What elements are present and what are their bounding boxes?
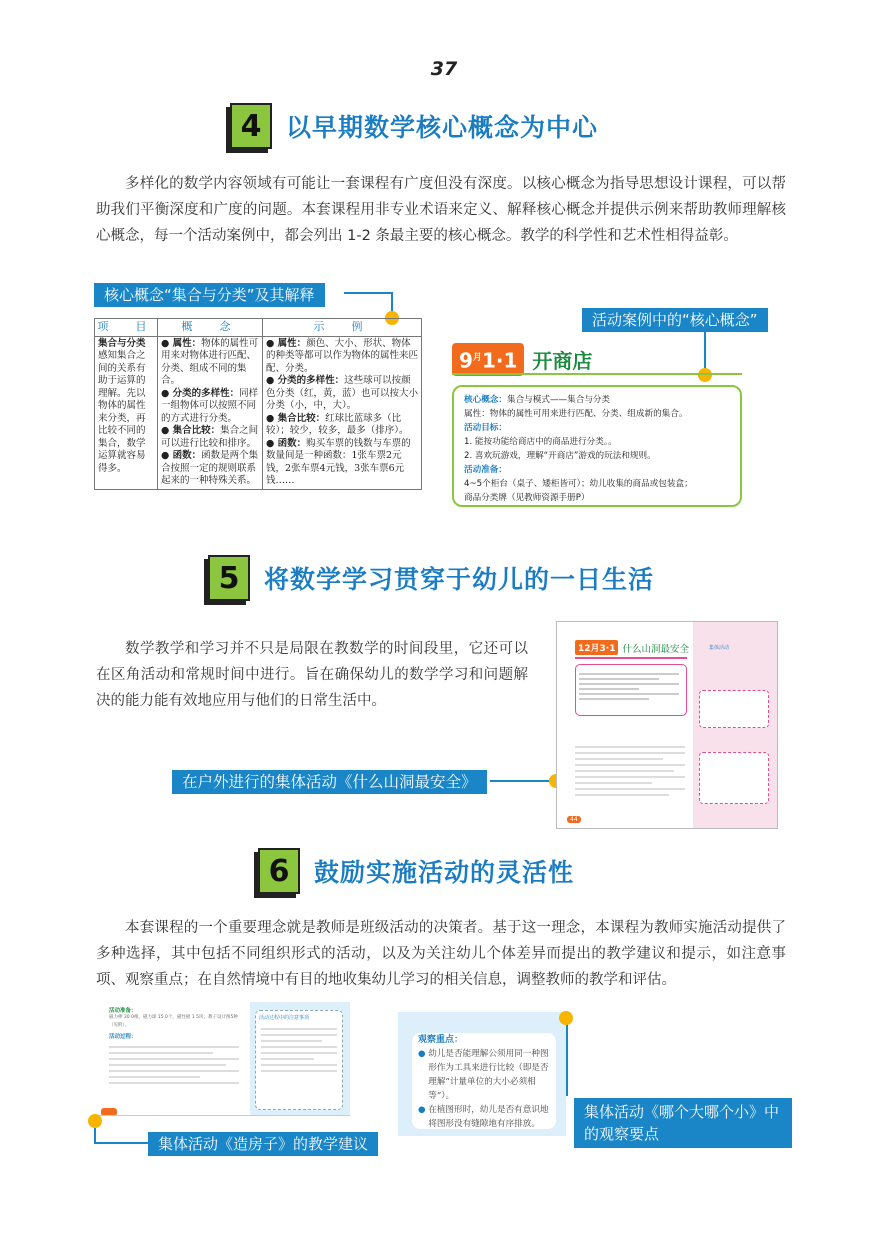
divider: [452, 373, 742, 375]
card-text: 属性：物体的属性可用来进行匹配、分类、组成新的集合。: [464, 409, 688, 419]
observation-tag: 集体活动《哪个大哪个小》中的观察要点: [574, 1098, 792, 1148]
callout-line: [94, 1142, 149, 1144]
activity-concept-tag: 活动案例中的“核心概念”: [582, 308, 768, 332]
section-number: 4: [230, 103, 272, 149]
section-number: 5: [208, 555, 250, 601]
table-cell: 感知集合之间的关系有助于运算的理解。先以物体的属性来分类，再比较不同的集合，数学运算就容易得多。: [98, 350, 146, 474]
example-value: 红球比蓝球多（比较）；较少，较多，最多（排序）。: [266, 412, 409, 436]
activity-card-header: [452, 343, 592, 376]
section-6-heading: [258, 848, 574, 894]
section-title: 以早期数学核心概念为中心: [286, 113, 599, 142]
section-5-paragraph: 数学教学和学习并不只是局限在教数学的时间段里，它还可以在区角活动和常规时间中进行。旨在确保幼儿的数学学习和问题解决的能力能有效地应用与他们的日常生活中。: [96, 641, 528, 709]
example-value: 颜色、大小、形状、物体的种类等都可以作为物体的属性来匹配、分类。: [266, 337, 419, 374]
card-text: 2. 喜欢玩游戏，理解“开商店”游戏的玩法和规则。: [464, 451, 656, 461]
callout-line: [704, 329, 706, 369]
concept-key: ● 集合比较：: [161, 425, 221, 436]
example-key: ● 集合比较：: [266, 412, 326, 424]
callout-line: [566, 1018, 568, 1096]
thumb-tip-box: [699, 752, 769, 804]
col-header: 示 例: [263, 319, 422, 337]
example-value: 购买车票的钱数与车票的数量间是一种函数：1张车票2元钱，2张车票4元钱，3张车票6元钱……: [266, 437, 411, 486]
callout-line: [344, 292, 392, 294]
concept-key: ● 属性：: [161, 337, 202, 349]
outdoor-activity-tag: 在户外进行的集体活动《什么山洞最安全》: [172, 770, 487, 794]
card-label: 活动准备：: [464, 465, 507, 475]
thumb-tip-box: [699, 690, 769, 728]
thumb-process-label: 活动过程：: [109, 1034, 137, 1040]
card-text: 4~5个柜台（桌子、矮柜皆可）；幼儿收集的商品或包装盒；: [464, 479, 693, 489]
thumb-kind: 集体活动: [708, 645, 729, 651]
concept-value: 函数是两个集合按照一定的规则联系起来的一种特殊关系。: [161, 450, 259, 486]
house-activity-tag: 集体活动《造房子》的教学建议: [148, 1132, 378, 1156]
card-text: 1. 能按功能给商店中的商品进行分类。。: [464, 437, 617, 447]
col-header: 概 念: [158, 319, 263, 337]
observation-point: 幼儿是否能理解公须用同一种图形作为工具来进行比较（即是否理解“计量单位的大小必须相等”）。: [428, 1049, 549, 1101]
observation-point: 在植图形时，幼儿是否有意识地将图形没有缝隙地有序排放。: [428, 1105, 549, 1129]
concept-value: 同样一组物体可以按照不同的方式进行分类。: [161, 387, 259, 424]
table-cell-title: 集合与分类: [98, 337, 146, 349]
section-4-heading: [230, 103, 598, 149]
activity-card: [452, 385, 742, 507]
section-6-paragraph: 本套课程的一个重要理念就是教师是班级活动的决策者。基于这一理念，本课程为教师实施活动提供了多种选择，其中包括不同组织形式的活动，以及为关注幼儿个体差异而提出的教学建议和提示，如注意事项、观察重点；在自然情境中有目的地收集幼儿学习的相关信息，调整教师的教学和评估。: [96, 920, 786, 988]
concept-table: [94, 318, 422, 490]
example-value: 这些球可以按颜色分类（红，黄，蓝）也可以按大小分类（小，中，大）。: [266, 375, 419, 411]
activity-thumbnail: [556, 621, 778, 829]
card-text: 集合与模式——集合与分类: [506, 395, 611, 405]
concept-value: 集合之间可以进行比较和排序。: [161, 425, 259, 449]
concept-key: ● 分类的多样性：: [161, 387, 240, 399]
section-title: 将数学学习贯穿于幼儿的一日生活: [264, 565, 655, 594]
thumb-prep-label: 活动准备：: [109, 1008, 137, 1014]
callout-line: [94, 1128, 96, 1143]
thumb-page-number: 44: [567, 816, 581, 823]
observation-content: 观察重点： ● 幼儿是否能理解公须用同一种图形作为工具来进行比较（即是否理解“计量单位的大小必须相等”）。 ● 在植图形时，幼儿是否有意识地将图形没有缝隙地有序排放。: [412, 1033, 556, 1129]
example-key: ● 函数：: [266, 437, 307, 449]
example-key: ● 分类的多样性：: [266, 375, 345, 386]
page-number: 37: [430, 58, 458, 80]
observation-title: 观察重点：: [418, 1035, 464, 1045]
house-activity-thumbnail: [95, 1002, 350, 1116]
thumb-title: 什么山洞最安全: [622, 643, 689, 655]
thumb-prep-text: 磁力棒 30 0根，磁力球 15 0个，磁性板 1 5块；教子设计图5种（见附）。: [109, 1015, 238, 1028]
activity-title: 开商店: [532, 348, 593, 373]
example-key: ● 属性：: [266, 337, 307, 349]
section-4-paragraph: 多样化的数学内容领域有可能让一套课程有广度但没有深度。以核心概念为指导思想设计课程，可以帮助我们平衡深度和广度的问题。本套课程用非专业术语来定义、解释核心概念并提供示例来帮助教师理解核心概念，每一个活动案例中，都会列出 1-2 条最主要的核心概念。教学的科学性和艺术性相得益彰。: [96, 176, 786, 244]
concept-key: ● 函数：: [161, 450, 202, 461]
thumb-date: 12月3·1: [575, 640, 618, 655]
date-badge: $9^月1\cdot 1$: [452, 343, 524, 376]
card-label: 核心概念：: [464, 395, 507, 405]
concept-value: 物体的属性可用来对物体进行匹配、分类、组成不同的集合。: [161, 337, 259, 386]
callout-dot: [698, 368, 712, 382]
callout-line: [490, 780, 550, 782]
section-5-heading: [208, 555, 654, 601]
card-text: 商品分类牌（见教师资源手册P）: [464, 493, 590, 503]
col-header: 项 目: [95, 319, 158, 337]
thumb-tips-title: 活动过程中的注意事项: [259, 1015, 310, 1021]
card-label: 活动目标：: [464, 423, 507, 433]
core-concept-tag: 核心概念“集合与分类”及其解释: [94, 283, 325, 307]
callout-dot: [559, 1011, 573, 1025]
thumb-tips-box: [255, 1010, 343, 1110]
callout-line: [391, 292, 393, 312]
section-number: 6: [258, 848, 300, 894]
section-title: 鼓励实施活动的灵活性: [314, 858, 575, 887]
callout-dot: [88, 1114, 102, 1128]
